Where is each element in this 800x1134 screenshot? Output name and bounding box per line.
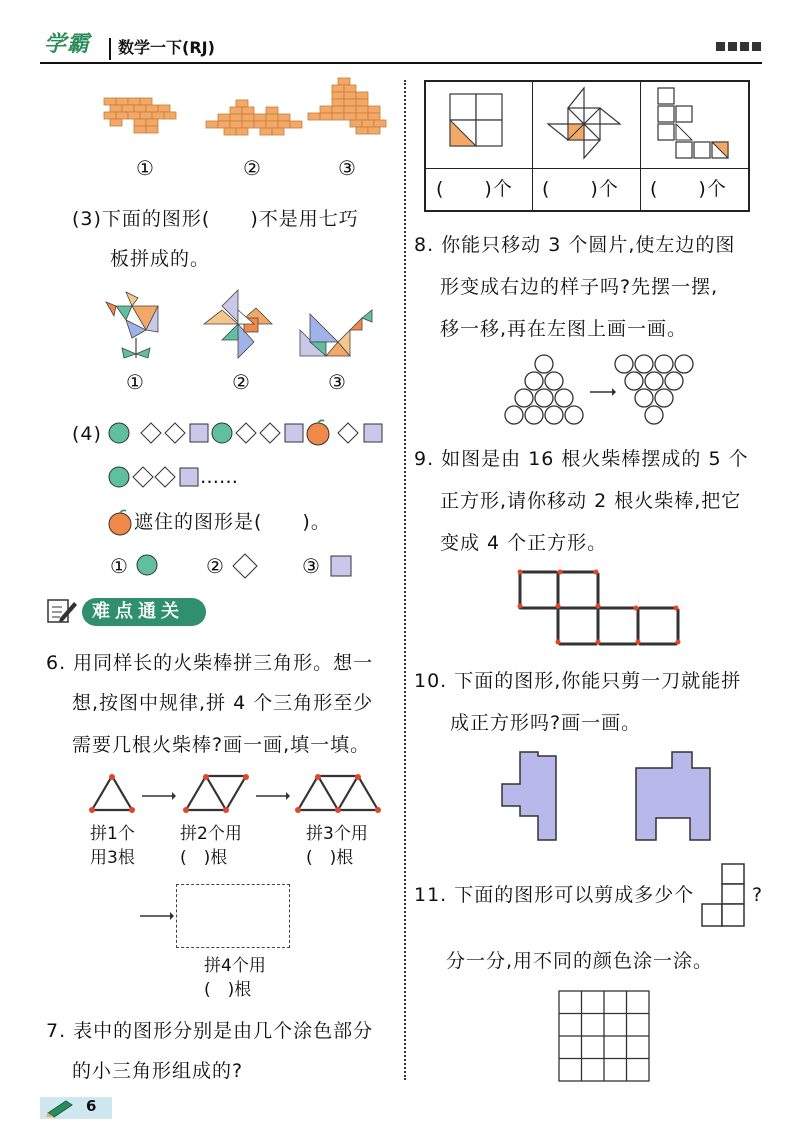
q9-line3: 变成 4 个正方形。 <box>440 532 608 554</box>
tangram-bird-figure <box>106 292 166 364</box>
q8-line2: 形变成右边的样子吗?先摆一摆, <box>440 276 719 298</box>
q7-figure-grid <box>450 94 506 150</box>
page-number: 6 <box>86 1097 98 1115</box>
pencil-icon <box>46 1099 76 1117</box>
q3-label-1: ① <box>126 370 145 394</box>
header-rule <box>40 62 762 64</box>
q6-line2: 想,按图中规律,拼 4 个三角形至少 <box>72 692 374 714</box>
q6-line3: 需要几根火柴棒?画一画,填一填。 <box>72 734 371 756</box>
q10-line2: 成正方形吗?画一画。 <box>450 712 642 734</box>
q6-line1: 6. 用同样长的火柴棒拼三角形。想一 <box>46 652 374 674</box>
pencil-note-icon <box>46 596 78 626</box>
q7-table-col-rule <box>640 80 641 212</box>
q9-line1: 9. 如图是由 16 根火柴棒摆成的 5 个 <box>414 448 749 470</box>
q3-text-line2: 板拼成的。 <box>110 248 211 270</box>
arrow-right-icon <box>256 790 290 802</box>
q11-line2: 分一分,用不同的颜色涂一涂。 <box>446 950 714 972</box>
tangram-duck-figure <box>300 308 376 362</box>
q10-shape-right <box>634 750 714 844</box>
arrow-right-icon <box>142 790 176 802</box>
circle-shape-icon <box>136 554 158 576</box>
q7-table-row-rule <box>424 168 750 169</box>
brick-figure-1 <box>104 94 184 138</box>
q7-table-col-rule <box>532 80 533 212</box>
diamond-shape-icon <box>232 553 258 579</box>
header-title: 数学一下(RJ) <box>118 38 215 57</box>
q6-drawing-area[interactable] <box>176 884 290 948</box>
q6-caption4-line1: 拼4个用 <box>204 956 266 976</box>
q6-caption1-line2: 用3根 <box>90 848 135 868</box>
q3-text-line1: (3)下面的图形( )不是用七巧 <box>72 208 359 230</box>
q9-line2: 正方形,请你移动 2 根火柴棒,把它 <box>440 490 742 512</box>
q4-pattern-row2 <box>108 465 208 491</box>
q7-answer-blank-3[interactable]: ( )个 <box>650 178 727 200</box>
q4-option-2-label: ② <box>206 554 225 578</box>
q4-pattern-row1 <box>108 421 398 447</box>
q7-line2: 的小三角形组成的? <box>72 1060 244 1082</box>
q6-caption2-line1: 拼2个用 <box>180 824 242 844</box>
column-divider <box>404 80 406 1080</box>
q6-caption1-line1: 拼1个 <box>90 824 135 844</box>
match-triangle-1 <box>90 774 136 814</box>
q6-caption2-blank[interactable]: ( )根 <box>180 848 228 868</box>
row1-label-1: ① <box>136 156 155 180</box>
q4-option-1-label: ① <box>110 554 129 578</box>
q10-shape-left <box>500 750 560 844</box>
header-separator <box>109 38 111 60</box>
brick-figure-3 <box>308 78 392 140</box>
square-shape-icon <box>330 555 352 577</box>
q10-line1: 10. 下面的图形,你能只剪一刀就能拼 <box>414 670 742 692</box>
apple-icon <box>108 510 134 536</box>
q6-caption4-blank[interactable]: ( )根 <box>204 980 252 1000</box>
row1-label-3: ③ <box>338 156 357 180</box>
q7-figure-l-shape <box>658 88 734 162</box>
q11-small-shape <box>700 862 750 930</box>
q7-answer-blank-1[interactable]: ( )个 <box>436 178 513 200</box>
q11-question-mark: ? <box>752 884 764 906</box>
q6-caption3-blank[interactable]: ( )根 <box>306 848 354 868</box>
q7-answer-blank-2[interactable]: ( )个 <box>542 178 619 200</box>
matchstick-squares-figure <box>516 568 682 648</box>
arrow-right-icon <box>590 386 616 398</box>
q4-question: 遮住的图形是( )。 <box>134 511 331 533</box>
coin-triangle-left <box>504 354 584 428</box>
q8-line1: 8. 你能只移动 3 个圆片,使左边的图 <box>414 234 736 256</box>
q4-ellipsis: …… <box>200 466 238 488</box>
row1-label-2: ② <box>243 156 262 180</box>
tangram-pinwheel-figure <box>204 290 274 360</box>
q6-caption3-line1: 拼3个用 <box>306 824 368 844</box>
arrow-right-icon <box>140 910 174 922</box>
q8-line3: 移一移,再在左图上画一画。 <box>440 318 688 340</box>
q4-prefix: (4) <box>72 423 102 445</box>
q4-option-3-label: ③ <box>302 554 321 578</box>
brand-logo: 学霸 <box>44 32 91 57</box>
brick-figure-2 <box>206 100 302 140</box>
q11-grid <box>558 990 652 1084</box>
header-squares-icon <box>716 42 762 54</box>
section-title: 难点通关 <box>92 601 184 622</box>
match-triangle-2 <box>184 774 252 814</box>
q11-line1: 11. 下面的图形可以剪成多少个 <box>414 884 695 906</box>
q3-label-3: ③ <box>328 370 347 394</box>
q7-figure-pinwheel <box>548 88 622 160</box>
q7-line1: 7. 表中的图形分别是由几个涂色部分 <box>46 1020 374 1042</box>
coin-triangle-right <box>614 354 694 428</box>
match-triangle-3 <box>296 774 386 814</box>
q3-label-2: ② <box>232 370 251 394</box>
